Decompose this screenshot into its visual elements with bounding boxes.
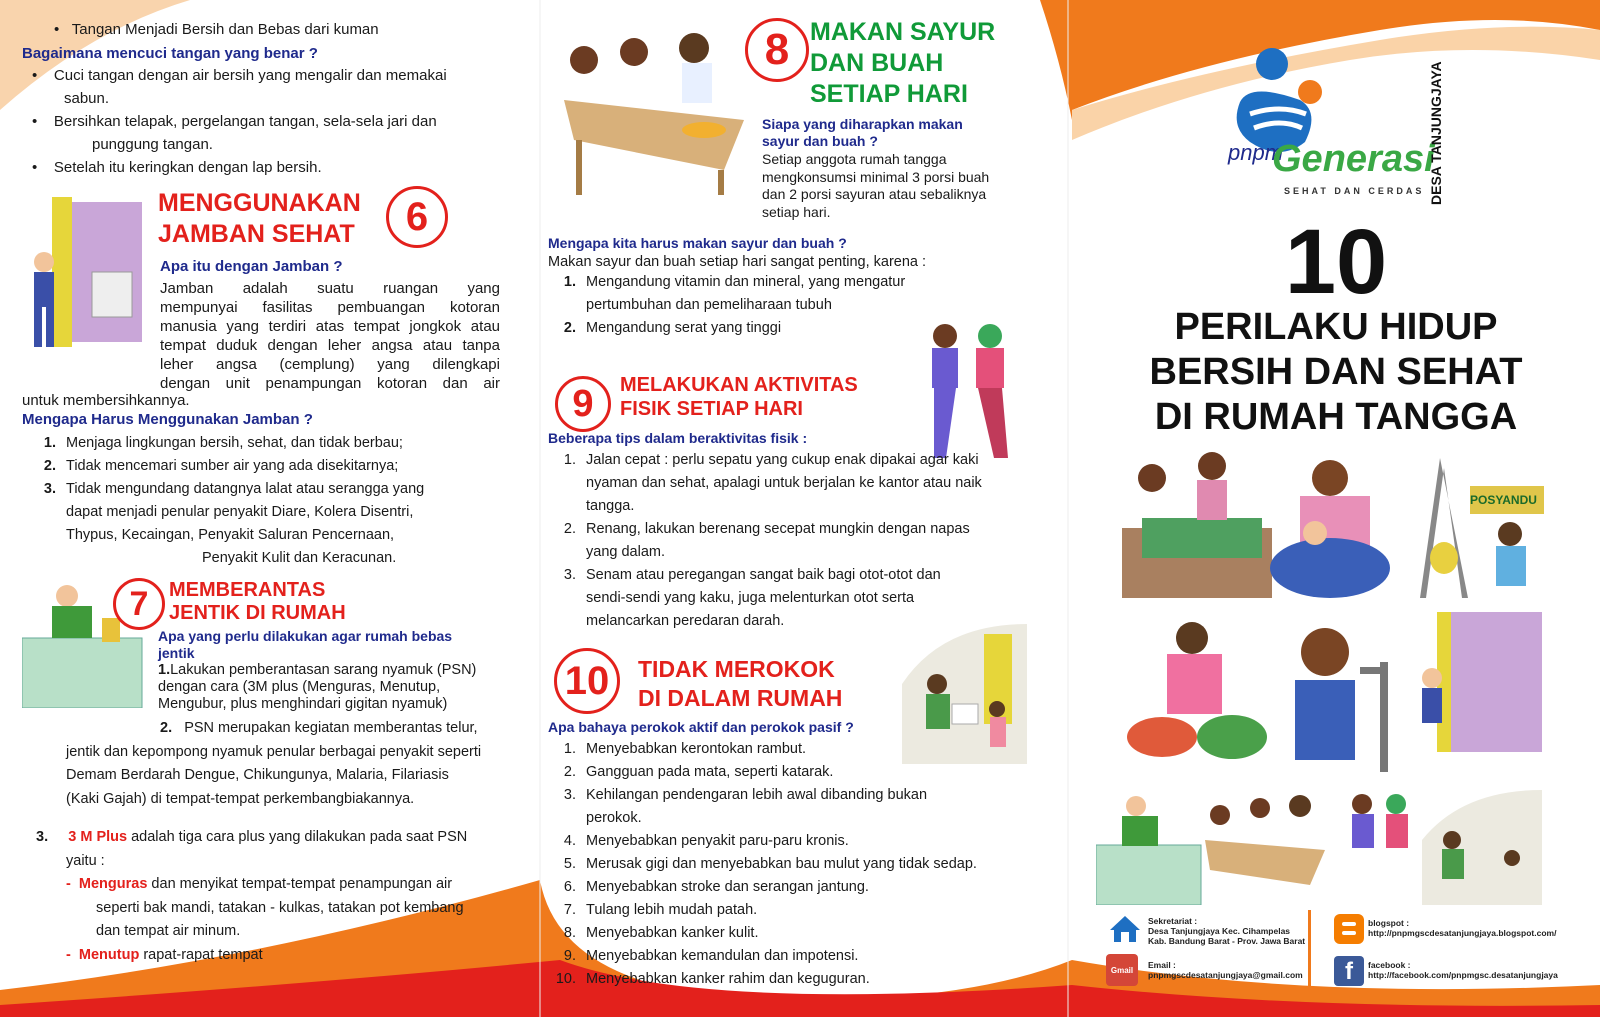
- footer-email: Email : pnpmgscdesatanjungjaya@gmail.com: [1148, 960, 1303, 980]
- jogging-illustration: [910, 318, 1025, 468]
- posyandu-sign: POSYANDU: [1470, 493, 1537, 507]
- email-link[interactable]: pnpmgscdesatanjungjaya@gmail.com: [1148, 970, 1303, 980]
- footer-divider: [1308, 910, 1311, 990]
- list-item: 9. Menyebabkan kemandulan dan impotensi.: [563, 948, 859, 964]
- list-item: 8. Menyebabkan kanker kulit.: [563, 925, 759, 941]
- s9-number-badge: 9: [555, 376, 611, 432]
- s6-reasons: [30, 432, 520, 570]
- wash-item: • Setelah itu keringkan dengan lap bersih.: [32, 159, 322, 176]
- s8-answer1: Setiap anggota rumah tangga mengkonsumsi minimal 3 porsi buah dan 2 porsi sayuran atau sebaliknya setiap hari.: [762, 151, 990, 220]
- s9-title: MELAKUKAN AKTIVITAS FISIK SETIAP HARI: [620, 374, 858, 420]
- list-item: 1. Menjaga lingkungan bersih, sehat, dan tidak berbau;: [43, 435, 403, 451]
- s6-definition: Jamban adalah suatu ruangan yang mempunyai fasilitas pembuangan kotoran manusia yang terdiri atas tempat jongkok atau tempat duduk dengan leher angsa atau tanpa leher angsa (cemplung) yang dilengkapi dengan unit penampungan kotoran dan air: [160, 280, 500, 392]
- panel-cover: [1072, 0, 1600, 1017]
- s7-point1: 1.Lakukan pemberantasan sarang nyamuk (PSN) dengan cara (3M plus (Menguras, Menutup, Mengubur, plus menghindari gigitan nyamuk): [158, 662, 477, 712]
- s6-title: MENGGUNAKAN JAMBAN SEHAT: [158, 189, 361, 248]
- list-item: 3. Tidak mengundang datangnya lalat atau serangga yang dapat menjadi penular penyakit Diare, Kolera Disentri, Thypus, Kecaingan, Penyakit Saluran Pencernaan, Penyakit Kulit dan Keracunan.: [43, 481, 425, 566]
- bathtub-cover-illustration: [1096, 790, 1206, 905]
- family-eating-cover-illustration: [1200, 790, 1330, 905]
- logo-desa: DESA TANJUNGJAYA: [1428, 61, 1444, 205]
- breastfeeding-illustration: [1260, 448, 1410, 608]
- blogger-icon: [1334, 914, 1364, 944]
- s8-number-badge: 8: [745, 18, 809, 82]
- s7-point3: 3. 3 M Plus adalah tiga cara plus yang dilakukan pada saat PSN yaitu :: [36, 829, 468, 869]
- s6-question1: Apa itu dengan Jamban ?: [160, 258, 343, 275]
- s7-point2: 2. PSN merupakan kegiatan memberantas telur, jentik dan kepompong nyamuk penular berbagai penyakit seperti Demam Berdarah Dengue, Chikungunya, Malaria, Filariasis (Kaki Gajah) di tempat-tempat perkembangbiakannya.: [66, 720, 482, 807]
- list-item: - Menutup rapat-rapat tempat: [66, 946, 263, 963]
- list-item: 10. Menyebabkan kanker rahim dan keguguran.: [555, 971, 870, 987]
- list-item: 2. Tidak mencemari sumber air yang ada disekitarnya;: [43, 458, 399, 474]
- s8-intro: Makan sayur dan buah setiap hari sangat penting, karena :: [548, 254, 927, 270]
- wash-item: • Bersihkan telapak, pergelangan tangan, sela-sela jari dan punggung tangan.: [32, 113, 437, 153]
- s8-title: MAKAN SAYUR DAN BUAH SETIAP HARI: [810, 18, 996, 108]
- s7-title: MEMBERANTAS JENTIK DI RUMAH: [169, 579, 346, 624]
- list-item: 2. Renang, lakukan berenang secepat mungkin dengan napas yang dalam.: [563, 521, 970, 560]
- blogspot-link[interactable]: http://pnpmgscdesatanjungjaya.blogspot.com/: [1368, 928, 1557, 938]
- s7-3m-list: - Menguras dan menyikat tempat-tempat penampungan air seperti bak mandi, tatakan - kulkas, tatakan pot kembang dan tempat air minum. - Menutup rapat-rapat tempat: [66, 873, 464, 967]
- list-item: 5. Merusak gigi dan menyebabkan bau mulut yang tidak sedap.: [563, 856, 977, 872]
- s9-tips: [550, 449, 1030, 633]
- footer-blogspot: blogspot : http://pnpmgscdesatanjungjaya.blogspot.com/: [1368, 918, 1557, 938]
- s10-number-badge: 10: [554, 648, 620, 714]
- list-item: 4. Menyebabkan penyakit paru-paru kronis.: [563, 833, 849, 849]
- list-item: 1. Jalan cepat : perlu sepatu yang cukup enak dipakai agar kaki nyaman dan sehat, apalagi untuk berjalan ke kantor atau naik tangga.: [563, 452, 982, 514]
- handwashing-illustration: [1270, 612, 1410, 772]
- s8-question1: Siapa yang diharapkan makan sayur dan buah ?: [762, 116, 963, 149]
- s8-question2: Mengapa kita harus makan sayur dan buah ?: [548, 235, 847, 251]
- footer-secretariat: Sekretariat : Desa Tanjungjaya Kec. Cihampelas Kab. Bandung Barat - Prov. Jawa Barat: [1148, 916, 1306, 946]
- toilet-illustration: [22, 192, 152, 362]
- list-item: 3. Kehilangan pendengaran lebih awal dibanding bukan perokok.: [563, 787, 928, 826]
- jogging-cover-illustration: [1334, 790, 1424, 905]
- panel-middle: [540, 0, 1072, 1017]
- footer-facebook: facebook : http://facebook.com/pnpmgsc.desatanjungjaya: [1368, 960, 1558, 980]
- panel-left: [0, 0, 540, 1017]
- s10-dangers: [550, 738, 1040, 991]
- list-item: 6. Menyebabkan stroke dan serangan jantung.: [563, 879, 869, 895]
- s9-question1: Beberapa tips dalam beraktivitas fisik :: [548, 430, 808, 446]
- logo-generasi: Generasi: [1272, 138, 1435, 180]
- list-item: 7. Tulang lebih mudah patah.: [563, 902, 758, 918]
- posyandu-illustration: [1400, 448, 1550, 608]
- gmail-icon: Gmail: [1106, 954, 1138, 986]
- s10-title: TIDAK MEROKOK DI DALAM RUMAH: [638, 656, 843, 711]
- s6-definition-end: untuk membersihkannya.: [22, 392, 190, 409]
- family-eating-illustration: [554, 30, 754, 200]
- s7-number-badge: 7: [113, 578, 165, 630]
- toilet-cover-illustration: [1407, 612, 1557, 772]
- logo-pnpm: pnpm: [1228, 140, 1284, 165]
- facebook-icon: f: [1334, 956, 1364, 986]
- list-item: 3. Senam atau peregangan sangat baik bagi otot-otot dan sendi-sendi yang kaku, juga melenturkan otot serta melancarkan peredaran darah.: [563, 567, 941, 629]
- cover-title: PERILAKU HIDUP BERSIH DAN SEHAT DI RUMAH TANGGA: [1149, 306, 1523, 438]
- list-item: 2. Mengandung serat yang tinggi: [563, 320, 782, 336]
- home-icon: [1108, 914, 1142, 944]
- list-item: - Menguras dan menyikat tempat-tempat penampungan air: [66, 876, 453, 892]
- list-item: 1. Menyebabkan kerontokan rambut.: [563, 741, 807, 757]
- wash-list: [32, 64, 532, 179]
- wash-item: • Cuci tangan dengan air bersih yang mengalir dan memakai sabun.: [32, 67, 447, 107]
- s10-question1: Apa bahaya perokok aktif dan perokok pasif ?: [548, 719, 854, 735]
- washing-clothes-illustration: [1122, 612, 1272, 772]
- facebook-link[interactable]: http://facebook.com/pnpmgsc.desatanjungjaya: [1368, 970, 1558, 980]
- s6-number-badge: 6: [386, 186, 448, 248]
- s7-question1: Apa yang perlu dilakukan agar rumah bebas jentik: [158, 628, 453, 661]
- birth-care-illustration: [1122, 448, 1272, 608]
- top-bullet: • Tangan Menjadi Bersih dan Bebas dari kuman: [54, 21, 379, 38]
- cover-big-number: 10: [1284, 211, 1388, 313]
- list-item: 2. Gangguan pada mata, seperti katarak.: [563, 764, 834, 780]
- list-item: 1. Mengandung vitamin dan mineral, yang mengatur pertumbuhan dan pemeliharaan tubuh: [563, 274, 906, 313]
- logo-tagline: SEHAT DAN CERDAS: [1284, 186, 1425, 196]
- smoking-room-cover-illustration: [1422, 790, 1542, 905]
- question-wash: Bagaimana mencuci tangan yang benar ?: [22, 45, 318, 62]
- s6-question2: Mengapa Harus Menggunakan Jamban ?: [22, 411, 313, 428]
